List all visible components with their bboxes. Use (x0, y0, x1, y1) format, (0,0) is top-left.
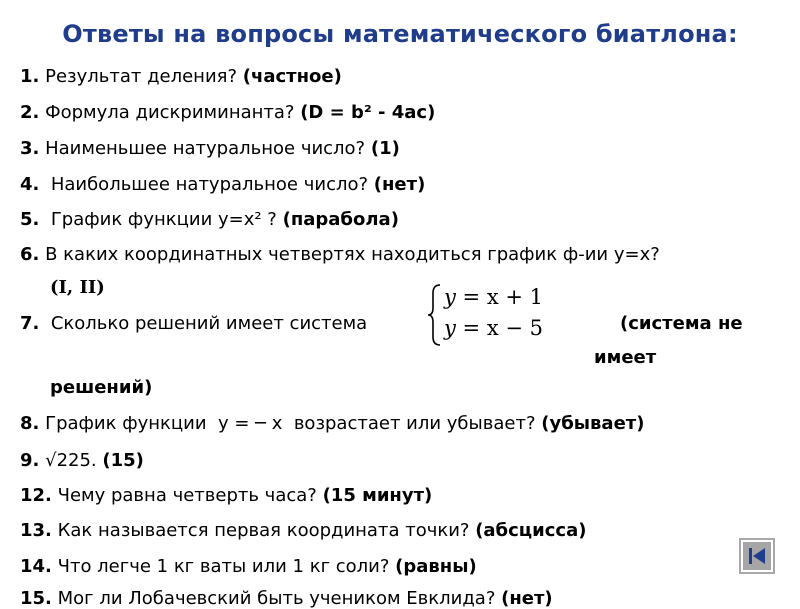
question-text: В каких координатных четвертях находиться график ф-ии y=x? (39, 244, 660, 265)
question-text: Чему равна четверть часа? (51, 485, 323, 506)
question-number: 6. (20, 244, 40, 265)
question-8 (20, 413, 644, 434)
page-title: Ответы на вопросы математического биатлона: (62, 20, 738, 48)
question-number: 5. (20, 209, 40, 230)
question-2 (20, 102, 435, 123)
back-to-start-icon (746, 545, 768, 567)
question-number: 8. (20, 413, 40, 434)
question-7-answer-line-2: имеет (594, 347, 657, 368)
question-6-answer: (I, II) (50, 277, 105, 298)
question-15 (20, 588, 553, 609)
question-4 (20, 174, 425, 195)
question-number: 14. (20, 556, 52, 577)
question-text: Сколько решений имеет система (39, 313, 368, 334)
question-text: Результат деления? (39, 66, 243, 87)
question-text: Что легче 1 кг ваты или 1 кг соли? (51, 556, 396, 577)
question-number: 7. (20, 313, 40, 334)
question-number: 15. (20, 588, 52, 609)
question-5 (20, 209, 399, 230)
question-7-answer-line-1: (система не (620, 313, 743, 334)
question-text: Как называется первая координата точки? (51, 520, 476, 541)
question-answer: (нет) (501, 588, 553, 609)
question-number: 12. (20, 485, 52, 506)
question-text: График функции y = ─ x возрастает или убывает? (39, 413, 542, 434)
question-12 (20, 485, 432, 506)
question-number: 9. (20, 450, 40, 471)
equation-1 (444, 285, 543, 309)
question-text: Наименьшее натуральное число? (39, 138, 371, 159)
question-answer: (равны) (395, 556, 477, 577)
curly-brace-icon (426, 283, 444, 347)
question-answer: (убывает) (541, 413, 645, 434)
equation-2-rhs: = x − 5 (455, 316, 543, 340)
question-text: Мог ли Лобачевский быть учеником Евклида? (51, 588, 502, 609)
question-number: 3. (20, 138, 40, 159)
question-answer: (15 минут) (322, 485, 433, 506)
question-number: 4. (20, 174, 40, 195)
question-7-answer-line-3: решений) (50, 377, 153, 398)
question-answer: (1) (370, 138, 400, 159)
question-text: График функции y=x² ? (39, 209, 283, 230)
equation-1-lhs: y (444, 285, 456, 309)
question-1 (20, 66, 342, 87)
question-13 (20, 520, 586, 541)
question-9 (20, 450, 144, 471)
question-text: Формула дискриминанта? (39, 102, 301, 123)
question-number: 1. (20, 66, 40, 87)
question-7 (20, 313, 367, 334)
question-answer: (парабола) (282, 209, 399, 230)
question-text: √225. (39, 450, 103, 471)
back-to-start-icon-bg (743, 542, 771, 570)
question-answer: (абсцисса) (475, 520, 587, 541)
back-to-start-button[interactable] (739, 538, 775, 574)
equation-1-rhs: = x + 1 (455, 285, 543, 309)
question-number: 2. (20, 102, 40, 123)
equation-2-lhs: y (444, 316, 456, 340)
question-6 (20, 244, 660, 265)
question-14 (20, 556, 477, 577)
question-text: Наибольшее натуральное число? (39, 174, 374, 195)
question-answer: (15) (102, 450, 144, 471)
equation-2 (444, 316, 543, 340)
question-number: 13. (20, 520, 52, 541)
question-3 (20, 138, 400, 159)
question-answer: (D = b² - 4ac) (300, 102, 436, 123)
equation-system (426, 283, 576, 347)
question-answer: (частное) (242, 66, 342, 87)
question-answer: (нет) (373, 174, 426, 195)
